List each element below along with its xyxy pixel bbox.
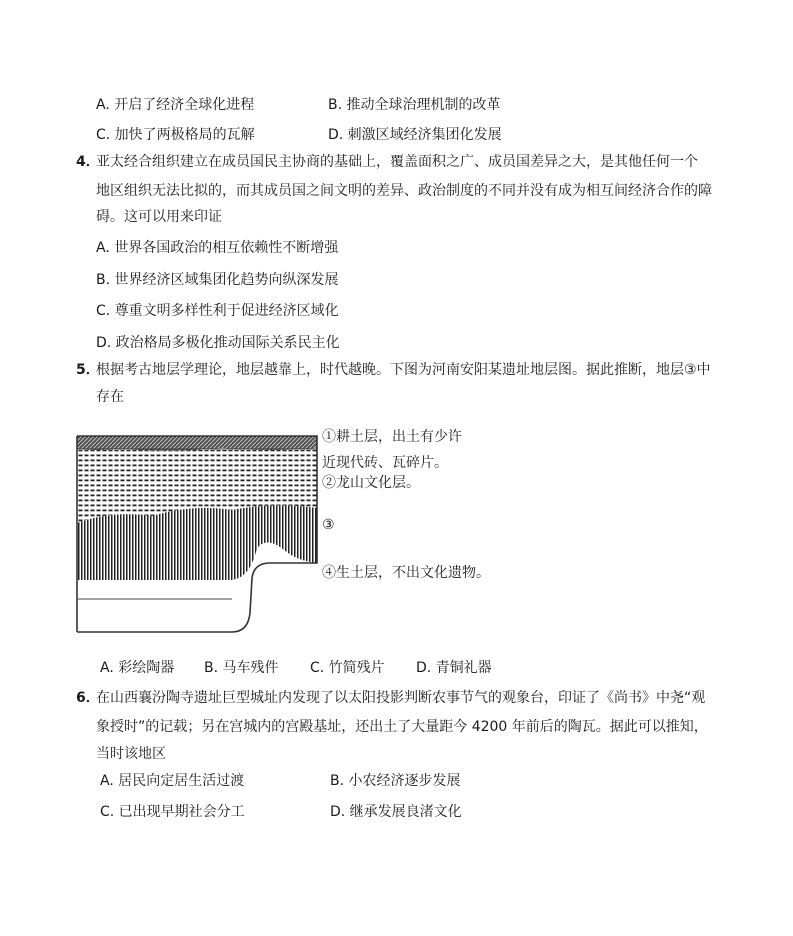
q4-number: 4． <box>76 154 100 170</box>
q4-option-d: D. 政治格局多极化推动国际关系民主化 <box>96 335 340 351</box>
layer-4-label: ④生土层，不出文化遗物。 <box>322 565 490 581</box>
q4-stem-line2: 地区组织无法比拟的，而其成员国之间文明的差异、政治制度的不同并没有成为相互间经济合作的障 <box>96 183 712 199</box>
q6-option-a: A. 居民向定居生活过渡 <box>100 773 245 789</box>
layer-2-label: ②龙山文化层。 <box>322 475 420 491</box>
layer-1-label-line2: 近现代砖、瓦碎片。 <box>322 455 448 471</box>
q5-number: 5． <box>76 362 100 378</box>
q5-option-d: D. 青铜礼器 <box>416 660 492 676</box>
q5-option-a: A. 彩绘陶器 <box>100 660 175 676</box>
q5-option-b: B. 马车残件 <box>204 660 279 676</box>
q4-stem-line1: 亚太经合组织建立在成员国民主协商的基础上，覆盖面积之广、成员国差异之大，是其他任何一个 <box>96 154 698 170</box>
q3-option-d: D. 刺激区域经济集团化发展 <box>328 127 502 143</box>
q5-stem-line2: 存在 <box>96 389 124 405</box>
q6-stem-line2: 象授时”的记载；另在宫城内的宫殿基址，还出土了大量距今 4200 年前后的陶瓦。据此可以推知， <box>96 719 708 735</box>
q3-option-a: A. 开启了经济全球化进程 <box>96 97 255 113</box>
q3-option-c: C. 加快了两极格局的瓦解 <box>96 127 255 143</box>
q6-option-d: D. 继承发展良渚文化 <box>330 804 462 820</box>
q6-option-c: C. 已出现早期社会分工 <box>100 804 245 820</box>
q6-number: 6． <box>76 690 100 706</box>
q4-option-c: C. 尊重文明多样性利于促进经济区域化 <box>96 303 339 319</box>
layer-3-label: ③ <box>322 517 335 533</box>
q6-option-b: B. 小农经济逐步发展 <box>330 773 461 789</box>
q4-option-a: A. 世界各国政治的相互依赖性不断增强 <box>96 240 339 256</box>
q6-stem-line1: 在山西襄汾陶寺遗址巨型城址内发现了以太阳投影判断农事节气的观象台，印证了《尚书》中尧“观 <box>96 690 706 706</box>
q3-option-b: B. 推动全球治理机制的改革 <box>328 97 501 113</box>
stratigraphy-diagram <box>72 418 322 643</box>
q5-option-c: C. 竹简残片 <box>310 660 385 676</box>
q5-stem-line1: 根据考古地层学理论，地层越靠上，时代越晚。下图为河南安阳某遗址地层图。据此推断，地层③中 <box>96 362 711 378</box>
stratigraphy-figure <box>72 418 502 643</box>
q6-stem-line3: 当时该地区 <box>96 746 166 762</box>
layer-1-label-line1: ①耕土层，出土有少许 <box>322 429 462 445</box>
q4-option-b: B. 世界经济区域集团化趋势向纵深发展 <box>96 272 339 288</box>
q4-stem-line3: 碍。这可以用来印证 <box>96 209 222 225</box>
